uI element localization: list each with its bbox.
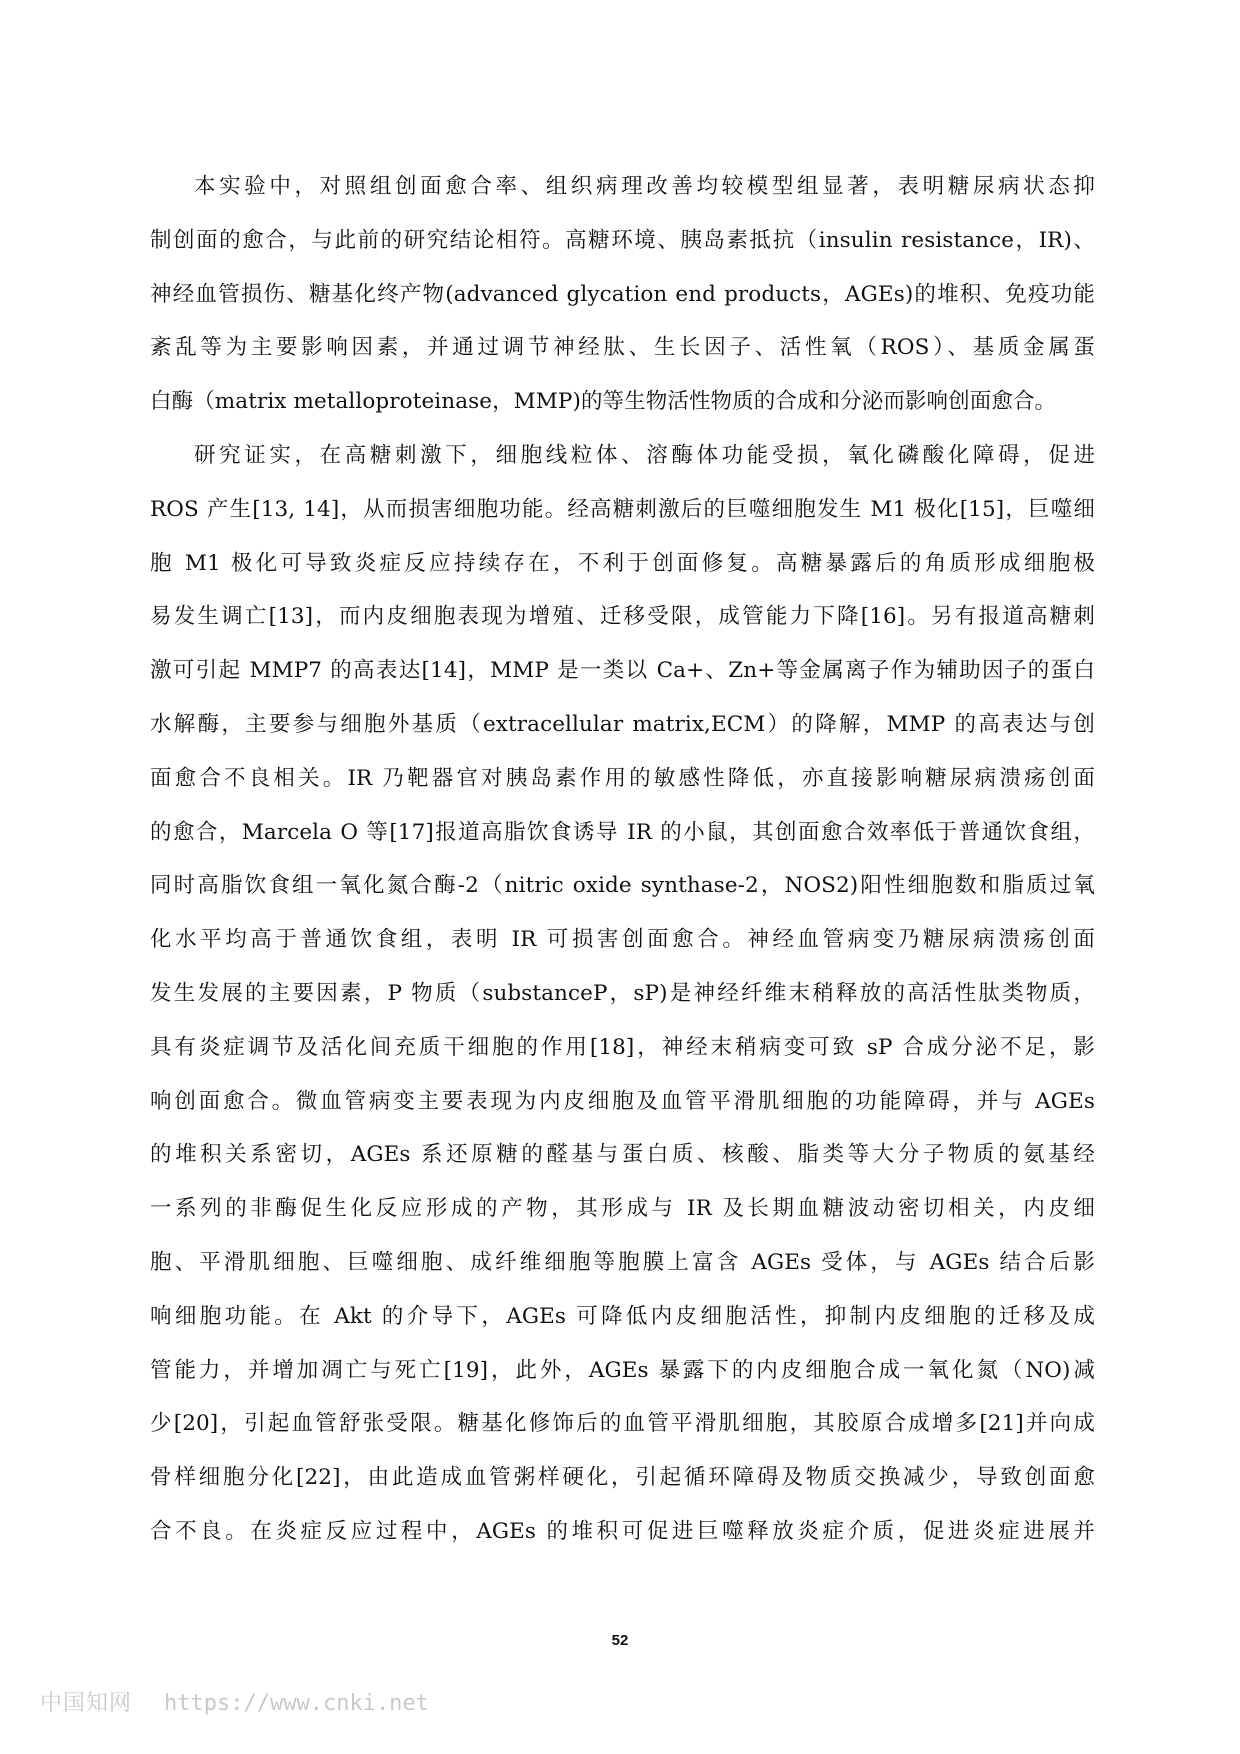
- text-line: 胞 M1 极化可导致炎症反应持续存在，不利于创面修复。高糖暴露后的角质形成细胞极: [150, 550, 1095, 576]
- text-line: 响细胞功能。在 Akt 的介导下，AGEs 可降低内皮细胞活性，抑制内皮细胞的迁移及成: [150, 1303, 1095, 1329]
- text-line: 本实验中，对照组创面愈合率、组织病理改善均较模型组显著，表明糖尿病状态抑: [194, 174, 1095, 199]
- cnki-watermark: [40, 1686, 429, 1717]
- text-line: 白酶（matrix metalloproteinase，MMP)的等生物活性物质的合成和分泌而影响创面愈合。: [150, 389, 1057, 415]
- paragraph-2: [150, 429, 1095, 1559]
- text-line: 合不良。在炎症反应过程中，AGEs 的堆积可促进巨噬释放炎症介质，促进炎症进展并: [150, 1518, 1095, 1544]
- text-line: 激可引起 MMP7 的高表达[14]，MMP 是一类以 Ca+、Zn+等金属离子作为辅助因子的蛋白: [150, 658, 1095, 684]
- text-line: 少[20]，引起血管舒张受限。糖基化修饰后的血管平滑肌细胞，其胶原合成增多[21]并向成: [150, 1411, 1095, 1437]
- paragraph-1: [150, 160, 1095, 429]
- text-line: 化水平均高于普通饮食组，表明 IR 可损害创面愈合。神经血管病变乃糖尿病溃疡创面: [150, 927, 1095, 953]
- text-line: 水解酶，主要参与细胞外基质（extracellular matrix,ECM）的降解，MMP 的高表达与创: [150, 711, 1095, 737]
- text-line: ROS 产生[13, 14]，从而损害细胞功能。经高糖刺激后的巨噬细胞发生 M1 极化[15]，巨噬细: [150, 496, 1095, 522]
- text-line: 同时高脂饮食组一氧化氮合酶-2（nitric oxide synthase-2，NOS2)阳性细胞数和脂质过氧: [150, 873, 1095, 899]
- text-line: 响创面愈合。微血管病变主要表现为内皮细胞及血管平滑肌细胞的功能障碍，并与 AGEs: [150, 1088, 1095, 1114]
- document-body: [150, 160, 1095, 1559]
- watermark-logo: 中国知网: [40, 1691, 133, 1716]
- text-line: 研究证实，在高糖刺激下，细胞线粒体、溶酶体功能受损，氧化磷酸化障碍，促进: [194, 442, 1095, 468]
- text-line: 制创面的愈合，与此前的研究结论相符。高糖环境、胰岛素抵抗（insulin resistance，IR)、: [150, 227, 1095, 253]
- text-line: 骨样细胞分化[22]，由此造成血管粥样硬化，引起循环障碍及物质交换减少，导致创面愈: [150, 1465, 1095, 1491]
- text-line: 易发生调亡[13]，而内皮细胞表现为增殖、迁移受限，成管能力下降[16]。另有报道高糖刺: [150, 604, 1095, 630]
- text-line: 神经血管损伤、糖基化终产物(advanced glycation end products，AGEs)的堆积、免疫功能: [150, 281, 1095, 307]
- text-line: 紊乱等为主要影响因素，并通过调节神经肽、生长因子、活性氧（ROS）、基质金属蛋: [150, 335, 1095, 361]
- text-line: 面愈合不良相关。IR 乃靶器官对胰岛素作用的敏感性降低，亦直接影响糖尿病溃疡创面: [150, 765, 1095, 791]
- text-line: 管能力，并增加凋亡与死亡[19]，此外，AGEs 暴露下的内皮细胞合成一氧化氮（NO)减: [150, 1357, 1095, 1383]
- watermark-url: https://www.cnki.net: [164, 1691, 429, 1716]
- text-line: 一系列的非酶促生化反应形成的产物，其形成与 IR 及长期血糖波动密切相关，内皮细: [150, 1196, 1095, 1222]
- text-line: 具有炎症调节及活化间充质干细胞的作用[18]，神经末稍病变可致 sP 合成分泌不足，影: [150, 1034, 1095, 1060]
- text-line: 的愈合，Marcela O 等[17]报道高脂饮食诱导 IR 的小鼠，其创面愈合效率低于普通饮食组，: [150, 819, 1095, 845]
- text-line: 的堆积关系密切，AGEs 系还原糖的醛基与蛋白质、核酸、脂类等大分子物质的氨基经: [150, 1142, 1095, 1168]
- text-line: 胞、平滑肌细胞、巨噬细胞、成纤维细胞等胞膜上富含 AGEs 受体，与 AGEs 结合后影: [150, 1249, 1095, 1275]
- text-line: 发生发展的主要因素，P 物质（substanceP，sP)是神经纤维末稍释放的高活性肽类物质，: [150, 980, 1095, 1006]
- page-number: 52: [611, 1632, 629, 1649]
